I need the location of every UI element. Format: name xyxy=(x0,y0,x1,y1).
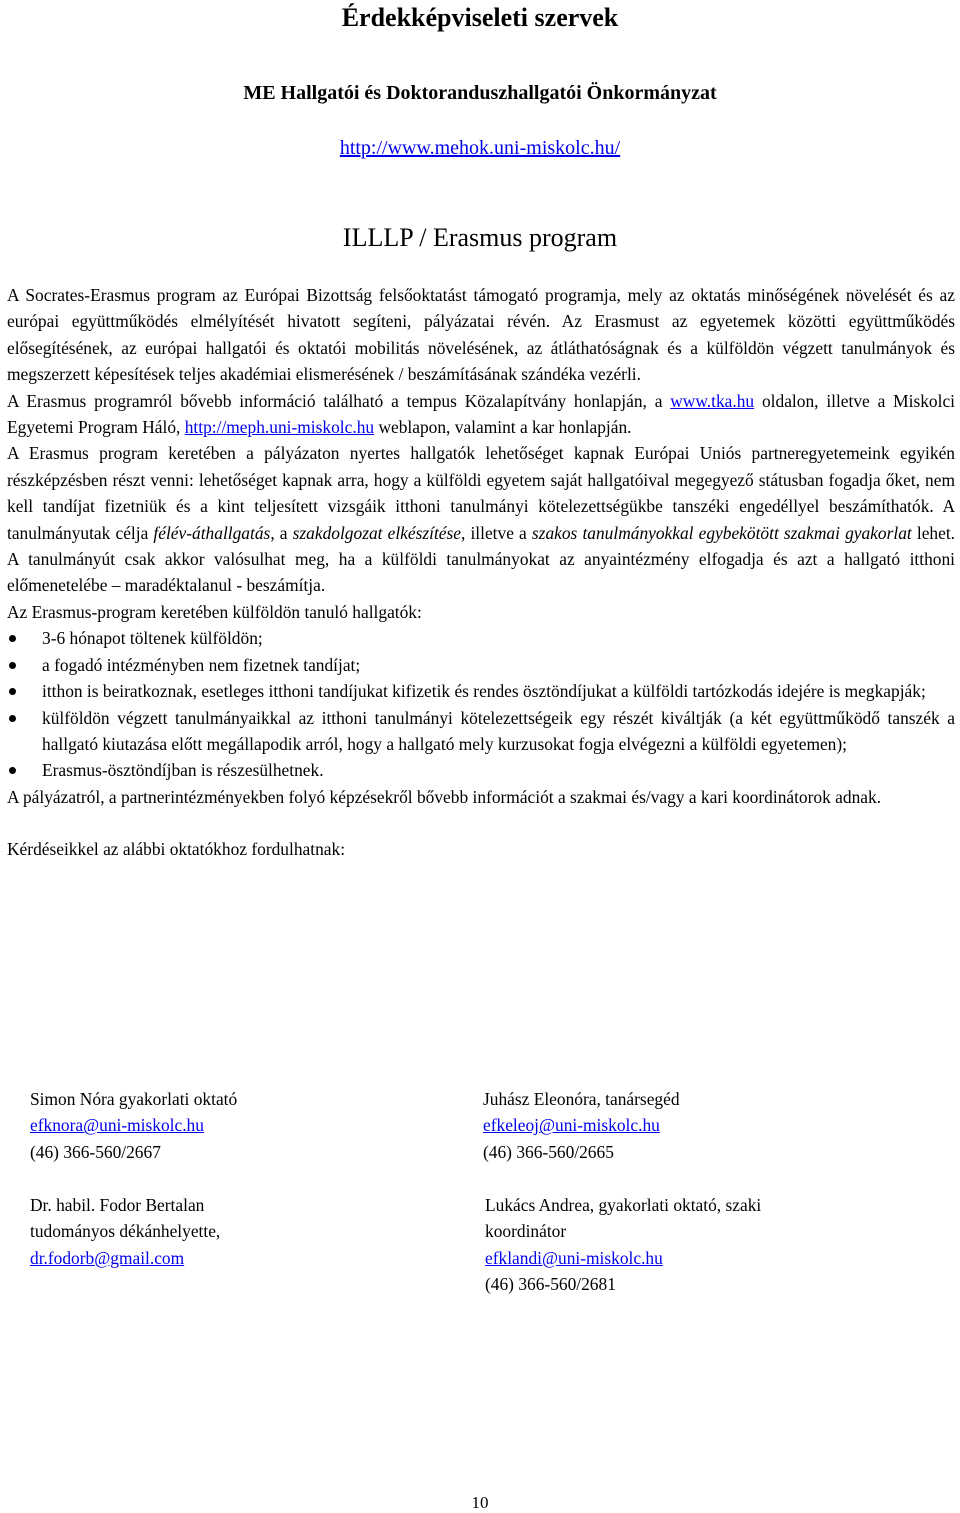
program-italic-2: szakdolgozat elkészítése xyxy=(292,522,461,543)
page-title: Érdekképviseleti szervek xyxy=(341,3,619,32)
organization-link[interactable]: http://www.mehok.uni-miskolc.hu/ xyxy=(339,137,621,159)
contact-name: Lukács Andrea, gyakorlati oktató, szaki xyxy=(485,1195,762,1215)
list-item-text: külföldön végzett tanulmányaikkal az itthoni tanulmányi kötelezettségeik egy részét kiváltják (a két együttműködő tanszék a hallgató kiutazása előtt megállapodik arról, hogy a hallgató mely kurzusokat fogja elvégezni a külföldi egyetemen); xyxy=(42,707,955,754)
bullet-icon xyxy=(9,662,16,669)
list-item xyxy=(7,757,955,783)
tka-link[interactable]: www.tka.hu xyxy=(670,390,755,411)
list-item-text: a fogadó intézményben nem fizetnek tandíjat; xyxy=(42,654,361,675)
meph-link[interactable]: http://meph.uni-miskolc.hu xyxy=(184,417,375,438)
contact-title: tudományos dékánhelyette, xyxy=(30,1221,221,1242)
list-item xyxy=(7,705,955,758)
contact-card xyxy=(30,1086,430,1165)
list-item-text: 3-6 hónapot töltenek külföldön; xyxy=(42,628,263,649)
contact-card xyxy=(483,1086,883,1165)
intro-paragraph: A Socrates-Erasmus program az Európai Bizottság felsőoktatást támogató programja, mely az oktatás minőségének növelését és az európai együttműködés elmélyítését hivatott segíteni, pályázatai révén. Az Erasmust az egyetemek közötti együttműködés elősegítésének, az európai hallgatói és oktatói mobilitás növelésének, az átláthatóságnak és a külföldön végzett tanulmányok és megszerzett képesítések teljes akadémiai elismerésének / beszámításának szándéka vezérli. xyxy=(7,285,955,385)
info-text-1: A Erasmus programról bővebb információ található a tempus Közalapítvány honlapján, a xyxy=(7,390,671,411)
bullet-icon xyxy=(9,767,16,774)
program-text-1: A Erasmus program keretében a pályázaton nyertes hallgatók lehetőséget kapnak Európai Uniós partneregyetemeink egyikén részképzésben részt venni: lehetőséget kapnak arra, hogy a külföldi egyetem saját hallgatóival megegyező státusban fogadja őket, nem kell tandíjat fizetniük és a kint teljesített vizsgáik itthoni tanulmányi kötelezettségükbe tanszéki engedéllyel beszámíthatók. A tanulmányutak célja xyxy=(7,443,955,543)
info-text-2: oldalon, illetve a Miskolci Egyetemi Program Háló, xyxy=(7,390,955,438)
list-item-text: Erasmus-ösztöndíjban is részesülhetnek. xyxy=(42,760,324,781)
bullet-list xyxy=(7,625,955,783)
list-intro: Az Erasmus-program keretében külföldön tanuló hallgatók: xyxy=(7,601,422,622)
page-number: 10 xyxy=(471,1493,489,1512)
list-item xyxy=(7,625,955,651)
contact-email-link[interactable]: dr.fodorb@gmail.com xyxy=(30,1247,185,1268)
bullet-icon xyxy=(9,715,16,722)
info-text-3: weblapon, valamint a kar honlapján. xyxy=(374,417,632,438)
program-italic-3: szakos tanulmányokkal egybekötött szakmai gyakorlat xyxy=(531,522,912,543)
contact-title: koordinátor xyxy=(485,1221,567,1242)
after-list-paragraph: A pályázatról, a partnerintézményekben folyó képzésekről bővebb információt a szakmai és/vagy a kari koordinátorok adnak. xyxy=(7,786,882,807)
program-text-2: , a xyxy=(270,522,293,543)
body-text xyxy=(7,282,955,863)
list-item xyxy=(7,678,955,704)
organization-name: ME Hallgatói és Doktoranduszhallgatói Önkormányzat xyxy=(243,82,717,104)
spacer xyxy=(7,810,955,836)
bullet-icon xyxy=(9,635,16,642)
contact-name: Juhász Eleonóra, tanársegéd xyxy=(483,1089,680,1109)
contact-phone: (46) 366-560/2681 xyxy=(485,1274,616,1295)
contact-name: Simon Nóra gyakorlati oktató xyxy=(30,1089,238,1109)
program-text-3: , illetve a xyxy=(461,522,532,543)
organization-url-line xyxy=(0,137,960,160)
contacts-intro: Kérdéseikkel az alábbi oktatókhoz fordulhatnak: xyxy=(7,839,346,860)
contact-email-link[interactable]: efklandi@uni-miskolc.hu xyxy=(485,1247,663,1268)
info-paragraph xyxy=(7,388,955,441)
contact-phone: (46) 366-560/2665 xyxy=(483,1141,614,1162)
contact-phone: (46) 366-560/2667 xyxy=(30,1141,161,1162)
list-item-text: itthon is beiratkoznak, esetleges itthoni tandíjukat kifizetik és rendes ösztöndíjukat a külföldi tartózkodás idejére is megkapják; xyxy=(42,681,926,702)
list-item xyxy=(7,652,955,678)
contact-email-link[interactable]: efkeleoj@uni-miskolc.hu xyxy=(483,1115,660,1136)
program-text-4: lehet. A tanulmányút csak akkor valósulhat meg, ha a külföldi tanulmányokat az anyaintézmény elfogadja és azt a hallgató itthoni előmenetelébe – maradéktalanul - beszámítja. xyxy=(7,522,956,596)
program-heading: ILLLP / Erasmus program xyxy=(342,223,618,252)
contact-email-link[interactable]: efknora@uni-miskolc.hu xyxy=(30,1115,204,1136)
contact-card xyxy=(30,1192,430,1271)
bullet-icon xyxy=(9,688,16,695)
contact-card xyxy=(485,1192,885,1298)
program-italic-1: félév-áthallgatás xyxy=(153,522,271,543)
contact-name: Dr. habil. Fodor Bertalan xyxy=(30,1195,205,1215)
program-paragraph xyxy=(7,440,955,598)
